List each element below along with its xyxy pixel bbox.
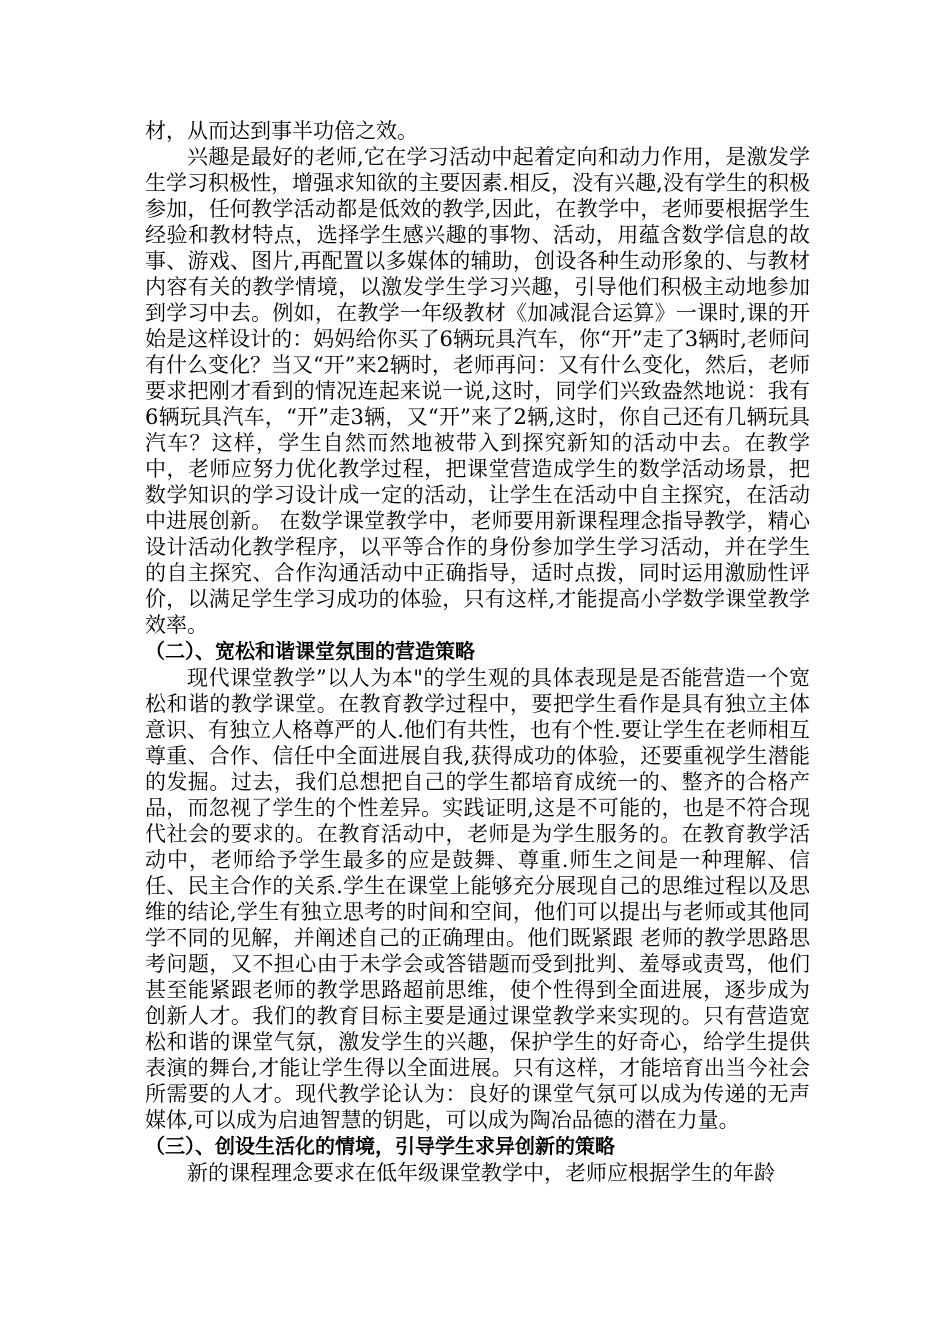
document-page bbox=[145, 118, 810, 1186]
paragraph-continuation: 材，从而达到事半功倍之效。 bbox=[145, 119, 418, 143]
section-heading-3: （三）、创设生活化的情境，引导学生求异创新的策略 bbox=[145, 1134, 615, 1158]
paragraph-interest: 兴趣是最好的老师,它在学习活动中起着定向和动力作用，是激发学生学习积极性，增强求知欲的主要因素.相反，没有兴趣,没有学生的积极参加，任何教学活动都是低效的教学,因此，在教学中，老师要根据学生经验和教材特点，选择学生感兴趣的事物、活动，用蕴含数学信息的故事、游戏、图片,再配置以多媒体的辅助，创设各种生动形象的、与教材内容有关的教学情境，以激发学生学习兴趣，引导他们积极主动地参加到学习中去。例如，在教学一年级教材《加减混合运算》一课时,课的开始是这样设计的：妈妈给你买了6辆玩具汽车，你“开”走了3辆时,老师问有什么变化？当又“开”来2辆时，老师再问：又有什么变化，然后，老师要求把刚才看到的情况连起来说一说,这时，同学们兴致盎然地说：我有6辆玩具汽车，“开”走3辆，又“开”来了2辆,这时，你自己还有几辆玩具汽车？这样，学生自然而然地被带入到探究新知的活动中去。在教学中，老师应努力优化教学过程，把课堂营造成学生的数学活动场景，把数学知识的学习设计成一定的活动，让学生在活动中自主探究，在活动中进展创新。 在数学课堂教学中，老师要用新课程理念指导教学，精心设计活动化教学程序，以平等合作的身份参加学生学习活动，并在学生的自主探究、合作沟通活动中正确指导，适时点拨，同时运用激励性评价，以满足学生学习成功的体验，只有这样,才能提高小学数学课堂教学效率。 bbox=[145, 145, 810, 637]
paragraph-harmonious-classroom: 现代课堂教学”以人为本"的学生观的具体表现是是否能营造一个宽松和谐的教学课堂。在教育教学过程中，要把学生看作是具有独立主体意识、有独立人格尊严的人.他们有共性，也有个性.要让学生在老师相互尊重、合作、信任中全面进展自我,获得成功的体验，还要重视学生潜能的发掘。过去，我们总想把自己的学生都培育成统一的、整齐的合格产品，而忽视了学生的个性差异。实践证明,这是不可能的，也是不符合现代社会的要求的。在教育活动中，老师是为学生服务的。在教育教学活动中，老师给予学生最多的应是鼓舞、尊重.师生之间是一种理解、信任、民主合作的关系.学生在课堂上能够充分展现自己的思维过程以及思维的结论,学生有独立思考的时间和空间，他们可以提出与老师或其他同学不同的见解，并阐述自己的正确理由。他们既紧跟 老师的教学思路思考问题，又不担心由于未学会或答错题而受到批判、羞辱或责骂，他们甚至能紧跟老师的教学思路超前思维，使个性得到全面进展，逐步成为创新人才。我们的教育目标主要是通过课堂教学来实现的。只有营造宽松和谐的课堂气氛，激发学生的兴趣，保护学生的好奇心，给学生提供表演的舞台,才能让学生得以全面进展。只有这样，才能培育出当今社会所需要的人才。现代教学论认为：良好的课堂气氛可以成为传递的无声媒体,可以成为启迪智慧的钥匙，可以成为陶冶品德的潜在力量。 bbox=[145, 666, 810, 1132]
section-heading-2: （二）、宽松和谐课堂氛围的营造策略 bbox=[145, 639, 475, 663]
paragraph-life-situation: 新的课程理念要求在低年级课堂教学中，老师应根据学生的年龄 bbox=[187, 1161, 775, 1185]
